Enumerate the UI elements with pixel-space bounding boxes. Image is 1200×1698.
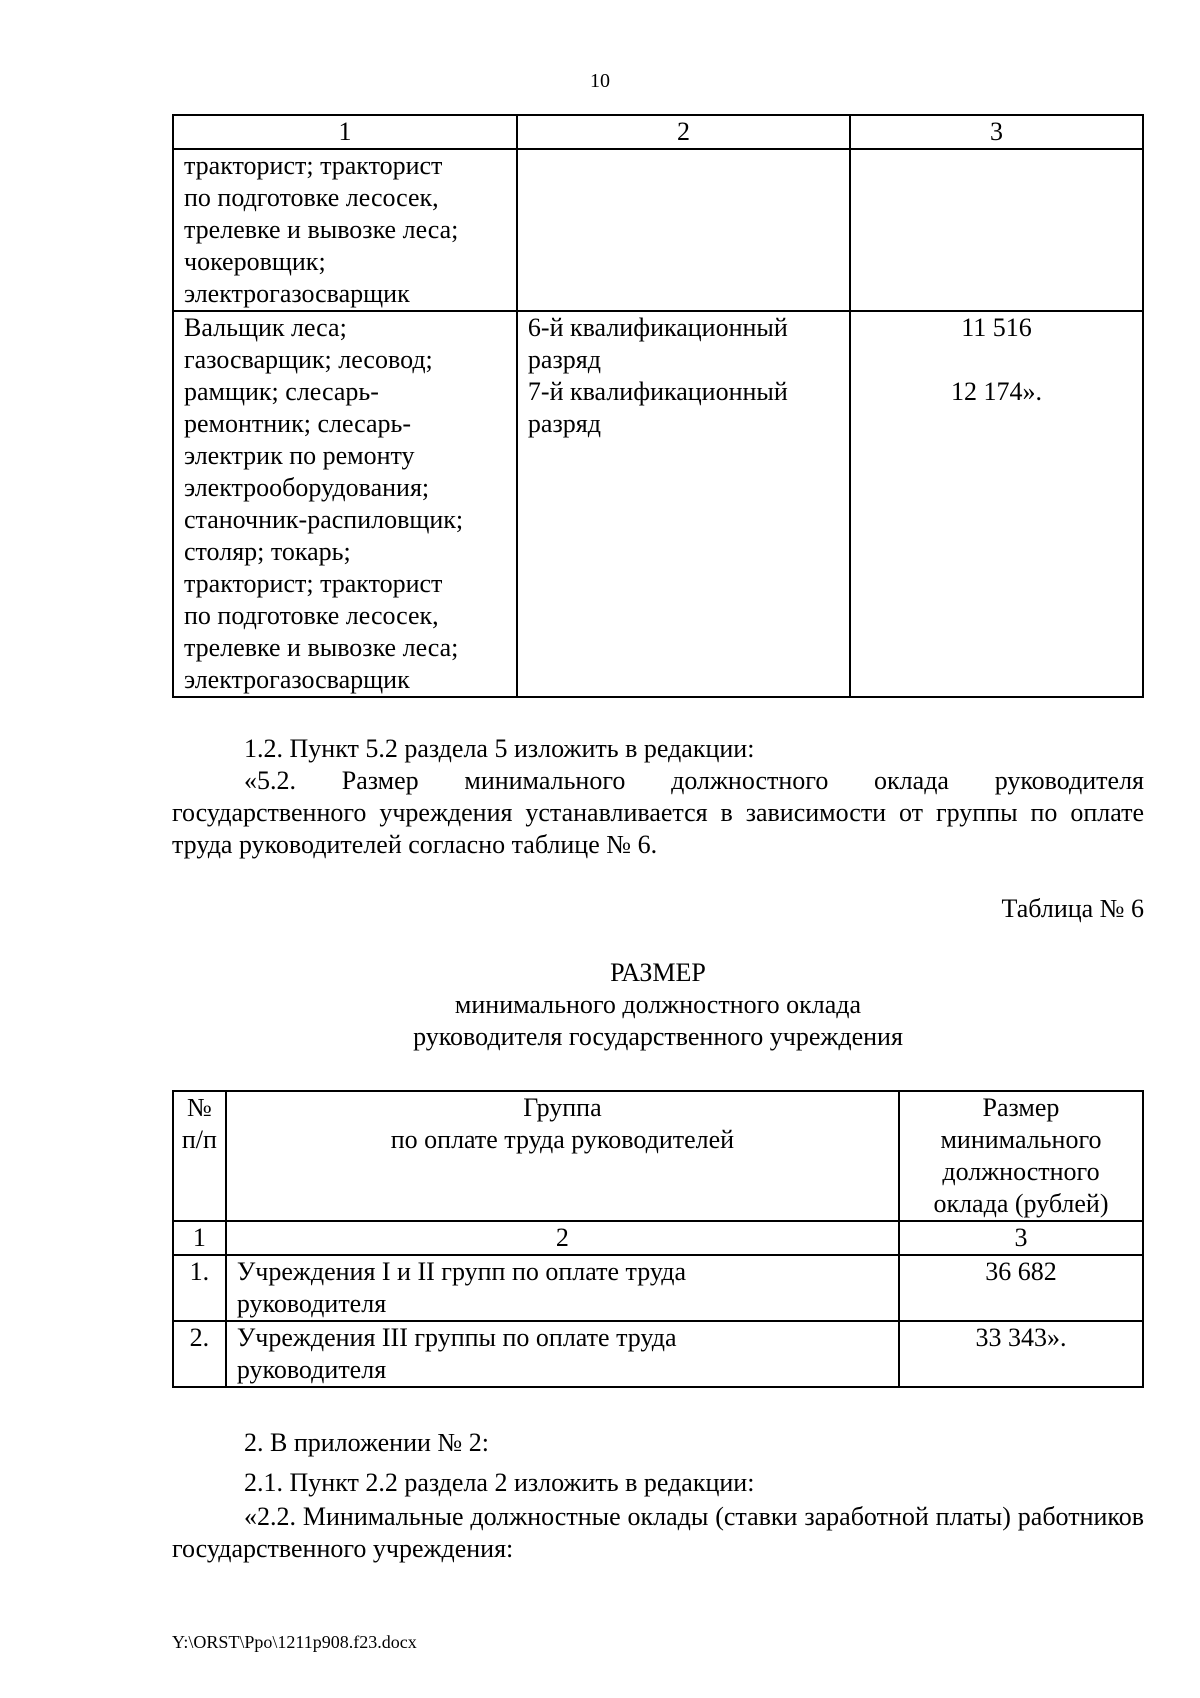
cell-line: № <box>187 1093 212 1122</box>
table-subtitle: минимального должностного оклада <box>454 990 862 1019</box>
paragraph: 2. В приложении № 2: <box>244 1428 489 1457</box>
header-group-cell <box>226 1091 899 1221</box>
cell-line: чокеровщик; <box>184 247 326 276</box>
col-number: 1 <box>173 115 517 149</box>
salary-cell: 36 682 <box>899 1255 1143 1321</box>
cell-line: электрик по ремонту <box>184 441 415 470</box>
cell-line: разряд <box>527 345 601 374</box>
cell-line: трелевке и вывозке леса; <box>184 633 459 662</box>
col-number: 2 <box>226 1221 899 1255</box>
professions-cell <box>173 149 517 311</box>
paragraph: «5.2. Размер минимального должностного оклада руководителя государственного учреждения устанавливается в зависимости от группы по оплате труда руководителей согласно таблице № 6. <box>172 766 1144 859</box>
salary-value: 11 516 <box>961 313 1032 342</box>
paragraph: 1.2. Пункт 5.2 раздела 5 изложить в редакции: <box>244 734 755 763</box>
salary-cell: 33 343». <box>899 1321 1143 1387</box>
cell-line: Группа <box>523 1093 602 1122</box>
cell-line: разряд <box>527 409 601 438</box>
paragraph: 2.1. Пункт 2.2 раздела 2 изложить в редакции: <box>244 1468 755 1497</box>
table-row <box>173 311 1143 697</box>
cell-line: ремонтник; слесарь- <box>184 409 412 438</box>
table-row <box>173 149 1143 311</box>
table-number-row <box>173 1221 1143 1255</box>
cell-line: газосварщик; лесовод; <box>184 345 433 374</box>
table-row <box>173 1321 1143 1387</box>
group-cell <box>226 1321 899 1387</box>
salary-cell <box>850 311 1143 697</box>
header-salary-cell <box>899 1091 1143 1221</box>
cell-line: Учреждения I и II групп по оплате труда <box>236 1257 686 1286</box>
cell-line: трелевке и вывозке леса; <box>184 215 459 244</box>
salary-cell <box>850 149 1143 311</box>
row-number: 2. <box>173 1321 226 1387</box>
col-number: 3 <box>899 1221 1143 1255</box>
salary-table <box>172 1090 1144 1388</box>
cell-line: Учреждения III группы по оплате труда <box>236 1323 677 1352</box>
cell-line: столяр; токарь; <box>184 537 351 566</box>
cell-line: Вальщик леса; <box>184 313 347 342</box>
col-number: 3 <box>850 115 1143 149</box>
cell-line: Размер <box>982 1093 1060 1122</box>
file-path-footer: Y:\ORST\Ppo\1211p908.f23.docx <box>172 1632 417 1652</box>
table-label: Таблица № 6 <box>1001 894 1144 923</box>
cell-line: тракторист; тракторист <box>184 569 443 598</box>
cell-line: по подготовке лесосек, <box>184 183 439 212</box>
page-number: 10 <box>590 70 610 92</box>
professions-table <box>172 114 1144 698</box>
group-cell <box>226 1255 899 1321</box>
table-header-row <box>173 115 1143 149</box>
table-title: РАЗМЕР <box>610 958 706 987</box>
cell-line: рамщик; слесарь- <box>184 377 379 406</box>
grade-cell <box>517 149 850 311</box>
cell-line: руководителя <box>236 1355 387 1384</box>
cell-line: 7-й квалификационный <box>527 377 788 406</box>
cell-line: минимального <box>940 1125 1102 1154</box>
col-number: 1 <box>173 1221 226 1255</box>
cell-line: тракторист; тракторист <box>184 151 443 180</box>
cell-line: по оплате труда руководителей <box>390 1125 735 1154</box>
grade-cell <box>517 311 850 697</box>
cell-line: электрооборудования; <box>184 473 430 502</box>
table-subtitle: руководителя государственного учреждения <box>413 1022 903 1051</box>
table-header-row <box>173 1091 1143 1221</box>
header-number-cell <box>173 1091 226 1221</box>
cell-line: станочник-распиловщик; <box>184 505 464 534</box>
table-row <box>173 1255 1143 1321</box>
professions-cell <box>173 311 517 697</box>
row-number: 1. <box>173 1255 226 1321</box>
paragraph: «2.2. Минимальные должностные оклады (ставки заработной платы) работников государственного учреждения: <box>172 1502 1144 1563</box>
col-number: 2 <box>517 115 850 149</box>
cell-line: по подготовке лесосек, <box>184 601 439 630</box>
cell-line: электрогазосварщик <box>184 665 410 694</box>
salary-value: 12 174». <box>951 377 1043 406</box>
cell-line: руководителя <box>236 1289 387 1318</box>
cell-line: должностного <box>942 1157 1100 1186</box>
cell-line: оклада (рублей) <box>933 1189 1109 1218</box>
cell-line: п/п <box>181 1125 217 1154</box>
cell-line: 6-й квалификационный <box>527 313 788 342</box>
cell-line: электрогазосварщик <box>184 279 410 308</box>
